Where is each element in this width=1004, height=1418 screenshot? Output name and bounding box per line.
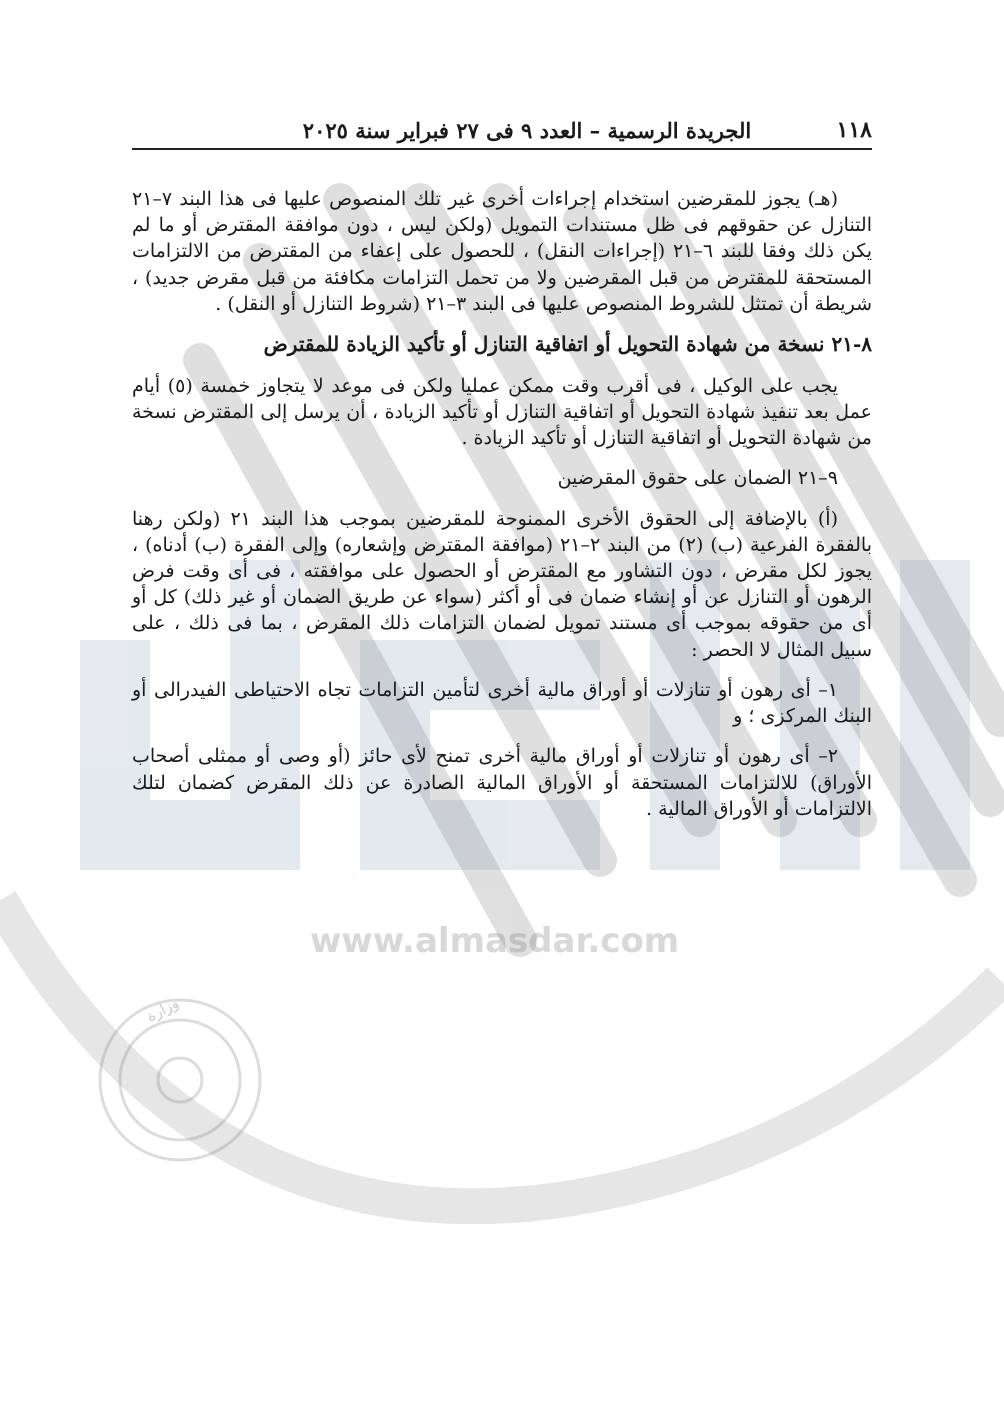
section-heading-21-9: ٩–٢١ الضمان على حقوق المقرضين xyxy=(557,467,838,490)
document-body xyxy=(132,186,872,836)
gazette-title: الجريدة الرسمية – العدد ٩ فى ٢٧ فبراير سنة ٢٠٢٥ xyxy=(302,117,752,143)
page-number: ١١٨ xyxy=(836,117,872,143)
watermark-seal xyxy=(100,1000,260,1160)
watermark-swoosh xyxy=(0,900,1000,1206)
page-header xyxy=(132,112,872,150)
list-item-1: ١– أى رهون أو تنازلات أو أوراق مالية أخرى لتأمين التزامات تجاه الاحتياطى الفيدرالى أو البنك المركزى ؛ و xyxy=(132,678,872,728)
paragraph-a: (أ) بالإضافة إلى الحقوق الأخرى الممنوحة للمقرضين بموجب هذا البند ٢١ (ولكن رهنا بالفقرة الفرعية (ب) (٢) من البند ٢–٢١ (موافقة المقترض وإشعاره) وإلى الفقرة (ب) أدناه) ، يجوز لكل مقرض ، دون التشاور مع المقترض أو الحصول على موافقته ، فى أى وقت فرض الرهون أو التنازل عن أو إنشاء ضمان فى أو أكثر (سواء عن طريق الضمان أو غير ذلك) كل أو أى من حقوقه بموجب أى مستند تمويل لضمان التزامات ذلك المقرض ، بما فى ذلك ، على سبيل المثال لا الحصر : xyxy=(132,507,872,661)
watermark-seal-text: وزارة xyxy=(143,993,182,1026)
list-item-2: ٢– أى رهون أو تنازلات أو أوراق مالية أخرى تمنح لأى حائز (أو وصى أو ممثلى أصحاب الأوراق) للالتزامات المستحقة أو الأوراق المالية الصادرة عن ذلك المقرض كضمان لتلك الالتزامات أو الأوراق المالية . xyxy=(132,745,872,820)
paragraph-21-8: يجب على الوكيل ، فى أقرب وقت ممكن عمليا ولكن فى موعد لا يتجاوز خمسة (٥) أيام عمل بعد تنفيذ شهادة التحويل أو اتفاقية التنازل أو تأكيد الزيادة ، أن يرسل إلى المقترض نسخة من شهادة التحويل أو اتفاقية التنازل أو تأكيد الزيادة . xyxy=(132,374,872,450)
paragraph-e: (هـ) يجوز للمقرضين استخدام إجراءات أخرى غير تلك المنصوص عليها فى هذا البند ٧–٢١ التنازل عن حقوقهم فى ظل مستندات التمويل (ولكن ليس ، دون موافقة المقترض أو ما لم يكن ذلك وفقا للبند ٦–٢١ (إجراءات النقل) ، للحصول على إعفاء من المقترض من الالتزامات المستحقة للمقترض من قبل المقرضين ولا من تحمل التزامات مكافئة من قبل مقرض جديد) ، شريطة أن تمتثل للشروط المنصوص عليها فى البند ٣–٢١ (شروط التنازل أو النقل) . xyxy=(132,188,873,315)
section-heading-21-8: ٨-٢١ نسخة من شهادة التحويل أو اتفاقية التنازل أو تأكيد الزيادة للمقترض xyxy=(263,332,872,357)
watermark-url: www.almasdar.com xyxy=(310,921,680,961)
